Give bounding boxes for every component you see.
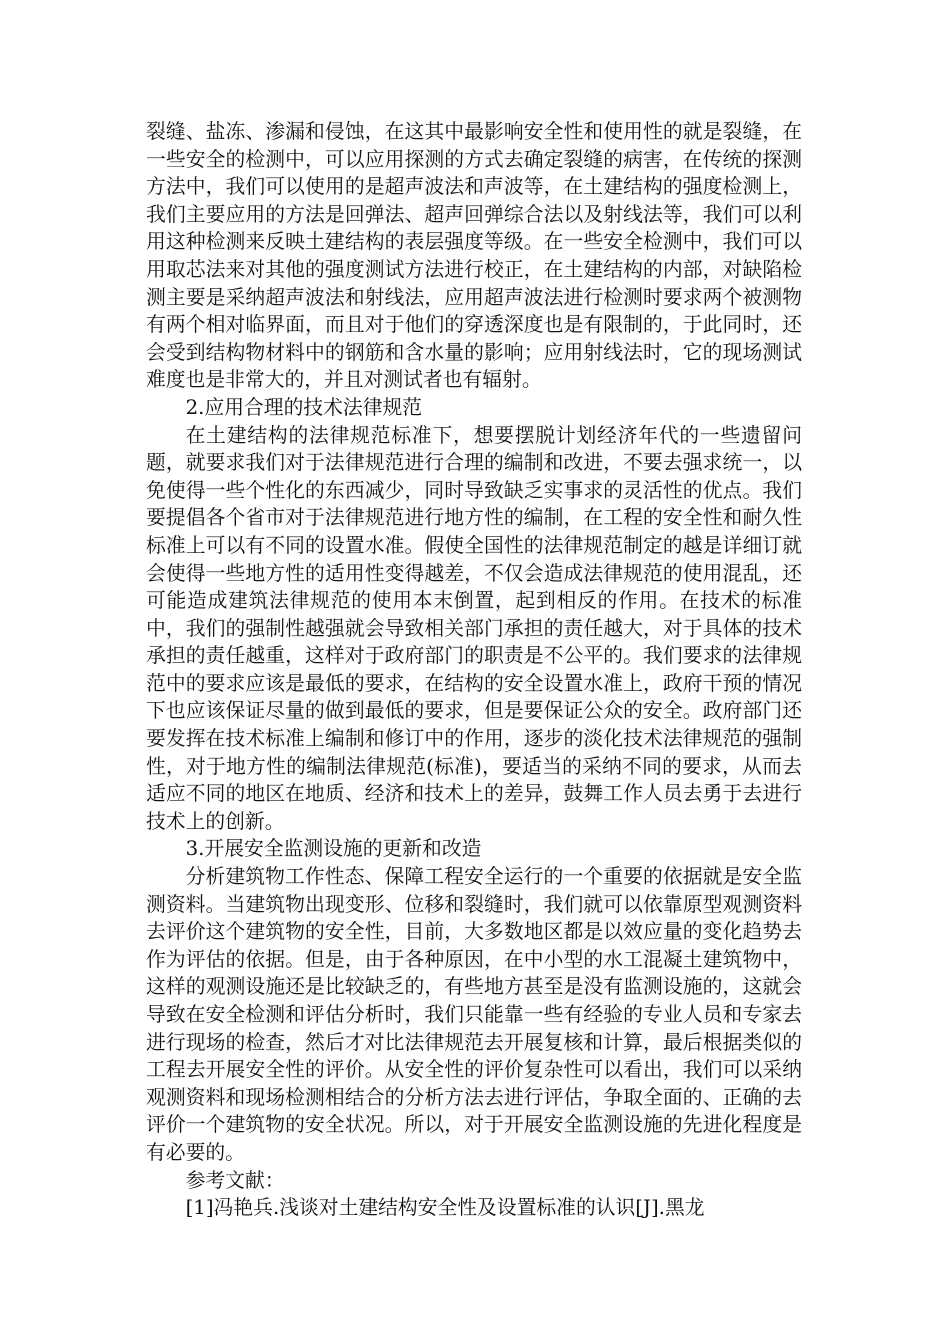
body-paragraph-monitoring: 分析建筑物工作性态、保障工程安全运行的一个重要的依据就是安全监测资料。当建筑物出现变形、位移和裂缝时，我们就可以依靠原型观测资料去评价这个建筑物的安全性，目前，大多数地区都是以效应量的变化趋势去作为评估的依据。但是，由于各种原因，在中小型的水工混凝土建筑物中，这样的观测设施还是比较缺乏的，有些地方甚至是没有监测设施的，这就会导致在安全检测和评估分析时，我们只能靠一些有经验的专业人员和专家去进行现场的检查，然后才对比法律规范去开展复核和计算，最后根据类似的工程去开展安全性的评价。从安全性的评价复杂性可以看出，我们可以采纳观测资料和现场检测相结合的分析方法去进行评估，争取全面的、正确的去评价一个建筑物的安全状况。所以，对于开展安全监测设施的先进化程度是有必要的。 xyxy=(146,865,802,1164)
section-heading-technical-regulations: 2.应用合理的技术法律规范 xyxy=(185,395,423,419)
document-page xyxy=(146,118,802,1222)
section-heading-monitoring-facilities: 3.开展安全监测设施的更新和改造 xyxy=(185,837,482,861)
reference-item-1: [1]冯艳兵.浅谈对土建结构安全性及设置标准的认识[J].黑龙 xyxy=(185,1196,705,1220)
body-paragraph-regulations: 在土建结构的法律规范标准下，想要摆脱计划经济年代的一些遗留问题，就要求我们对于法律规范进行合理的编制和改进，不要去强求统一，以免使得一些个性化的东西减少，同时导致缺乏实事求的灵活性的优点。我们要提倡各个省市对于法律规范进行地方性的编制，在工程的安全性和耐久性标准上可以有不同的设置水准。假使全国性的法律规范制定的越是详细订就会使得一些地方性的适用性变得越差，不仅会造成法律规范的使用混乱，还可能造成建筑法律规范的使用本末倒置，起到相反的作用。在技术的标准中，我们的强制性越强就会导致相关部门承担的责任越大，对于具体的技术承担的责任越重，这样对于政府部门的职责是不公平的。我们要求的法律规范中的要求应该是最低的要求，在结构的安全设置水准上，政府干预的情况下也应该保证尽量的做到最低的要求，但是要保证公众的安全。政府部门还要发挥在技术标准上编制和修订中的作用，逐步的淡化技术法律规范的强制性，对于地方性的编制法律规范(标准)，要适当的采纳不同的要求，从而去适应不同的地区在地质、经济和技术上的差异，鼓舞工作人员去勇于去进行技术上的创新。 xyxy=(146,423,802,833)
body-paragraph-defects: 裂缝、盐冻、渗漏和侵蚀，在这其中最影响安全性和使用性的就是裂缝，在一些安全的检测中，可以应用探测的方式去确定裂缝的病害，在传统的探测方法中，我们可以使用的是超声波法和声波等，在土建结构的强度检测上，我们主要应用的方法是回弹法、超声回弹综合法以及射线法等，我们可以利用这种检测来反映土建结构的表层强度等级。在一些安全检测中，我们可以用取芯法来对其他的强度测试方法进行校正，在土建结构的内部，对缺陷检测主要是采纳超声波法和射线法，应用超声波法进行检测时要求两个被测物有两个相对临界面，而且对于他们的穿透深度也是有限制的，于此同时，还会受到结构物材料中的钢筋和含水量的影响；应用射线法时，它的现场测试难度也是非常大的，并且对测试者也有辐射。 xyxy=(146,120,802,392)
references-heading: 参考文献： xyxy=(185,1168,285,1192)
